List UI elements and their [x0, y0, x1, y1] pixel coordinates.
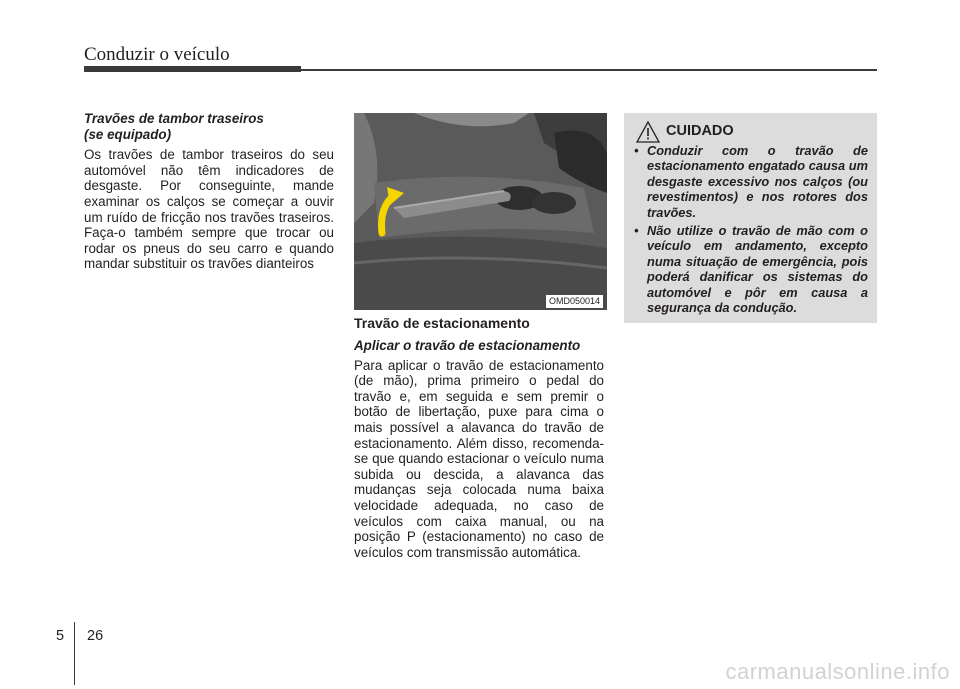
- warning-triangle-icon: [636, 121, 660, 143]
- caution-item-text: Conduzir com o travão de estacionamento engatado causa um desgaste excessivo nos calços (ou revestimentos) e nos rotores dos travões.: [647, 143, 868, 220]
- page-number-divider: [74, 622, 75, 685]
- middle-column: [354, 315, 604, 560]
- parking-brake-illustration: [354, 113, 607, 310]
- parking-brake-photo: [354, 113, 607, 310]
- page-number: 26: [87, 628, 104, 644]
- subhead-line-1: Travões de tambor traseiros: [84, 111, 264, 126]
- caution-list: [634, 143, 868, 318]
- watermark: carmanualsonline.info: [725, 659, 950, 684]
- caution-box: [624, 113, 877, 323]
- subhead-line-2: (se equipado): [84, 126, 172, 142]
- caution-item-text: Não utilize o travão de mão com o veículo em andamento, excepto numa situação de emergência, pois poderá danificar os sistemas do automóvel e pôr em causa a segurança da condução.: [647, 223, 868, 316]
- header-bar: [84, 66, 301, 72]
- section-subhead-apply-parking-brake: Aplicar o travão de estacionamento: [354, 338, 581, 353]
- section-subhead-drum-brakes: [84, 111, 334, 142]
- photo-caption: OMD050014: [546, 295, 603, 308]
- caution-title: CUIDADO: [666, 123, 734, 139]
- left-column: [84, 111, 334, 272]
- caution-item: [634, 223, 868, 315]
- section-title-parking-brake: Travão de estacionamento: [354, 315, 530, 331]
- header-rule: [301, 69, 877, 71]
- drum-brakes-paragraph: Os travões de tambor traseiros do seu automóvel não têm indicadores de desgaste. Por conseguinte, mande examinar os calços se começar a ouvir um ruído de fricção nos travões traseiros. Faça-o também sempre que trocar ou rodar os pneus do seu carro e quando mandar substituir os travões dianteiros: [84, 147, 334, 272]
- parking-brake-paragraph: Para aplicar o travão de estacionamento (de mão), prima primeiro o pedal do travão e, em seguida e sem premir o botão de libertação, puxe para cima o mais possível a alavanca do travão de estacionamento. Além disso, recomenda-se que quando estacionar o veículo numa subida ou descida, a alavanca das mudanças seja colocada numa baixa velocidade adequada, no caso de veículos com caixa manual, ou na posição P (estacionamento) no caso de veículos com transmissão automática.: [354, 357, 604, 560]
- page-header-title: Conduzir o veículo: [84, 44, 230, 65]
- chapter-number: 5: [56, 628, 65, 644]
- bullet-icon: •: [634, 223, 639, 239]
- bullet-icon: •: [634, 143, 639, 158]
- caution-item: [634, 143, 868, 220]
